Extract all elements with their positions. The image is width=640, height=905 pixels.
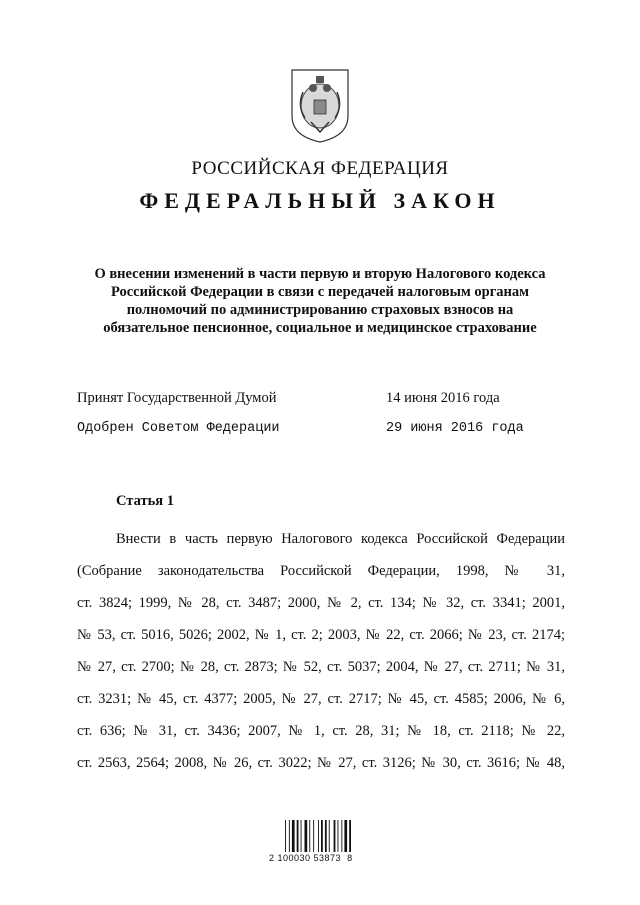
article-text-line: № 27, ст. 2700; № 28, ст. 2873; № 52, ст. 5037; 2004, № 27, ст. 2711; № 31, — [77, 659, 565, 675]
barcode-icon — [284, 814, 360, 852]
law-title-line: О внесении изменений в части первую и вторую Налогового кодекса — [94, 266, 546, 282]
law-title-line: обязательное пенсионное, социальное и медицинское страхование — [103, 320, 537, 336]
article-text-line: ст. 3231; № 45, ст. 4377; 2005, № 27, ст. 2717; № 45, ст. 4585; 2006, № 6, — [77, 691, 565, 707]
article-body — [77, 523, 565, 779]
law-title-line: Российской Федерации в связи с передачей налоговым органам — [110, 284, 530, 300]
article-text-line: (Собрание законодательства Российской Федерации, 1998, № 31, — [77, 563, 565, 579]
approved-by-council-date: 29 июня 2016 года — [386, 421, 524, 436]
barcode-number: 2 100030 53873 8 — [269, 853, 353, 863]
article-text-line: Внести в часть первую Налогового кодекса Российской Федерации — [116, 531, 565, 547]
document-type-heading: ФЕДЕРАЛЬНЫЙ ЗАКОН — [139, 188, 501, 213]
article-heading: Статья 1 — [116, 493, 174, 509]
coat-of-arms-icon — [289, 66, 351, 144]
article-text-line: ст. 2563, 2564; 2008, № 26, ст. 3022; № 27, ст. 3126; № 30, ст. 3616; № 48, — [77, 755, 565, 771]
approved-by-council-label: Одобрен Советом Федерации — [77, 421, 280, 436]
law-title-line: полномочий по администрированию страховых взносов на — [126, 302, 514, 318]
adopted-by-duma-label: Принят Государственной Думой — [77, 390, 277, 406]
article-text-line: ст. 636; № 31, ст. 3436; 2007, № 1, ст. 28, 31; № 18, ст. 2118; № 22, — [77, 723, 565, 739]
country-heading: РОССИЙСКАЯ ФЕДЕРАЦИЯ — [191, 158, 449, 179]
article-text-line: № 53, ст. 5016, 5026; 2002, № 1, ст. 2; 2003, № 22, ст. 2066; № 23, ст. 2174; — [77, 627, 565, 643]
law-title — [70, 265, 570, 337]
article-text-line: ст. 3824; 1999, № 28, ст. 3487; 2000, № 2, ст. 134; № 32, ст. 3341; 2001, — [77, 595, 565, 611]
adopted-by-duma-date: 14 июня 2016 года — [386, 390, 500, 406]
